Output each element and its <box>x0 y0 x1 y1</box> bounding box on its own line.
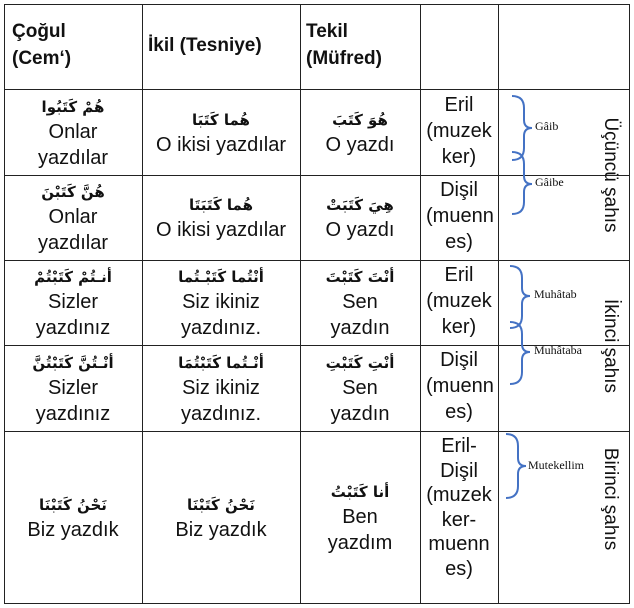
brace-label: Muhâtaba <box>534 343 582 357</box>
turkish-text: Biz yazdık <box>175 518 267 541</box>
arabic-text: نَحْنُ كَتَبْنَا <box>187 495 255 514</box>
arabic-text: أنْتِ كَتَبْتِ <box>325 353 395 372</box>
brace-icon <box>512 96 532 160</box>
header-plural: Çoğul (Cem‘) <box>12 21 72 69</box>
arabic-text: أنْتَ كَتَبْتَ <box>325 268 395 286</box>
turkish-text: O yazdı <box>325 219 395 241</box>
person-label: İkinci şahıs <box>600 299 621 393</box>
brace-icon <box>510 322 530 384</box>
turkish-text: Sizler yazdınız <box>35 376 111 425</box>
turkish-text: Biz yazdık <box>27 518 119 541</box>
arabic-text: أنْتُما كَتَبْـتُما <box>178 268 264 286</box>
turkish-text: Sen yazdın <box>330 376 390 425</box>
gender-label: Dişil (muenn es) <box>426 349 494 423</box>
gender-label: Eril (muzek ker) <box>426 264 492 338</box>
arabic-text: هِيَ كَتَبَتْ <box>326 196 394 214</box>
arabic-text: هُما كَتَبَا <box>192 110 250 129</box>
gender-label: Dişil (muenn es) <box>426 179 494 253</box>
turkish-text: Sizler yazdınız <box>35 291 111 339</box>
turkish-text: O yazdı <box>325 133 395 156</box>
arabic-text: أنْـتُنَّ كَتَبْتُنَّ <box>32 353 114 372</box>
header-dual: İkil (Tesniye) <box>148 35 262 56</box>
arabic-text: هُمْ كَتَبُوا <box>41 97 105 116</box>
turkish-text: Onlar yazdılar <box>37 120 109 169</box>
turkish-text: Ben yazdım <box>327 505 393 554</box>
brace-label: Muhâtab <box>534 287 577 301</box>
turkish-text: O ikisi yazdılar <box>155 219 287 241</box>
conjugation-table <box>4 4 630 604</box>
brace-icon <box>512 152 532 214</box>
arabic-text: أنـتُمْ كَتَبْتُمْ <box>34 268 112 286</box>
turkish-text: Sen yazdın <box>330 291 390 339</box>
brace-label: Gâib <box>535 119 559 133</box>
turkish-text: Onlar yazdılar <box>37 206 109 254</box>
brace-icon <box>506 434 526 498</box>
person-label: Üçüncü şahıs <box>600 117 621 233</box>
gender-label: Eril (muzek ker) <box>426 94 492 168</box>
arabic-text: أنا كَتَبْتُ <box>330 482 390 501</box>
brace-label: Mutekellim <box>528 458 584 472</box>
arabic-text: أنْـتُما كَتَبْتُمَا <box>178 353 264 372</box>
brace-group <box>4 4 630 604</box>
arabic-text: نَحْنُ كَتَبْنَا <box>39 495 107 514</box>
brace-label: Gâibe <box>535 175 564 189</box>
turkish-text: Siz ikiniz yazdınız. <box>180 376 262 425</box>
gender-label: Eril- Dişil (muzek ker- muenn es) <box>426 435 492 580</box>
arabic-text: هُوَ كَتَبَ <box>332 110 388 129</box>
turkish-text: Siz ikiniz yazdınız. <box>180 291 262 339</box>
brace-icon <box>510 266 530 328</box>
arabic-text: هُنَّ كَتَبْنَ <box>41 183 105 201</box>
person-label: Birinci şahıs <box>600 447 621 551</box>
header-singular: Tekil (Müfred) <box>306 21 382 69</box>
arabic-text: هُما كَتَبَتَا <box>188 196 254 214</box>
turkish-text: O ikisi yazdılar <box>155 133 287 156</box>
